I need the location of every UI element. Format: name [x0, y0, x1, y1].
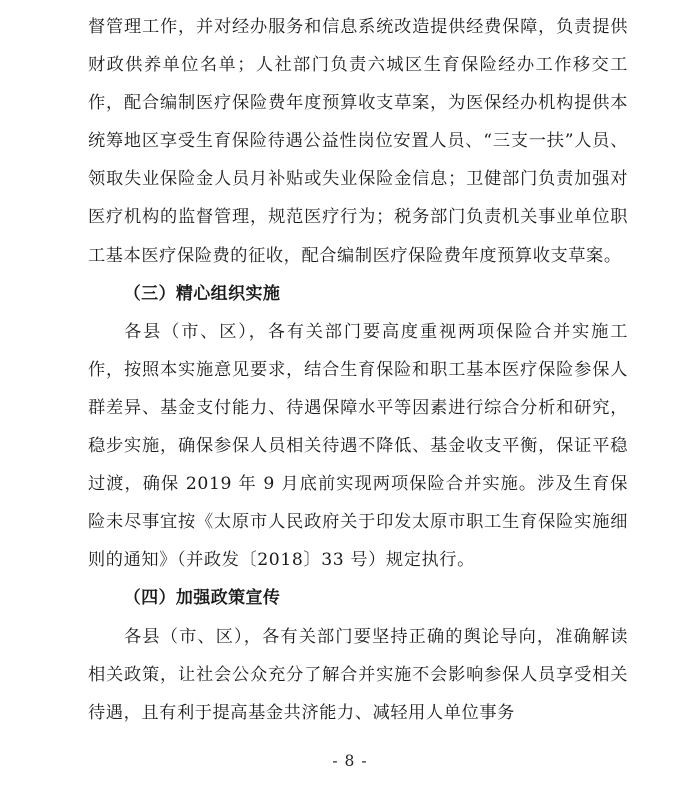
heading-section-three: （三）精心组织实施 [123, 283, 281, 304]
document-body [88, 8, 628, 732]
paragraph-section-four-body: 各县（市、区），各有关部门要坚持正确的舆论导向，准确解读相关政策，让社会公众充分了解合并实施不会影响参保人员享受相关待遇，且有利于提高基金共济能力、减轻用人单位事务 [88, 626, 628, 723]
page-number: - 8 - [332, 752, 368, 770]
heading-section-four: （四）加强政策宣传 [123, 588, 281, 609]
page-footer [0, 752, 700, 770]
paragraph-duties-continuation: 督管理工作，并对经办服务和信息系统改造提供经费保障，负责提供财政供养单位名单；人社部门负责六城区生育保险经办工作移交工作，配合编制医疗保险费年度预算收支草案，为医保经办机构提供本统筹地区享受生育保险待遇公益性岗位安置人员、“三支一扶”人员、领取失业保险金人员月补贴或失业保险金信息；卫健部门负责加强对医疗机构的监督管理，规范医疗行为；税务部门负责机关事业单位职工基本医疗保险费的征收，配合编制医疗保险费年度预算收支草案。 [88, 17, 628, 266]
paragraph-section-three-body: 各县（市、区），各有关部门要高度重视两项保险合并实施工作，按照本实施意见要求，结合生育保险和职工基本医疗保险参保人群差异、基金支付能力、待遇保障水平等因素进行综合分析和研究，稳步实施，确保参保人员相关待遇不降低、基金收支平衡，保证平稳过渡，确保 2019 年 9 月底前实现两项保险合并实施。涉及生育保险未尽事宜按《太原市人民政府关于印发太原市职工生育保险实施细则的通知》（并政发〔2018〕33 号）规定执行。 [88, 321, 628, 571]
